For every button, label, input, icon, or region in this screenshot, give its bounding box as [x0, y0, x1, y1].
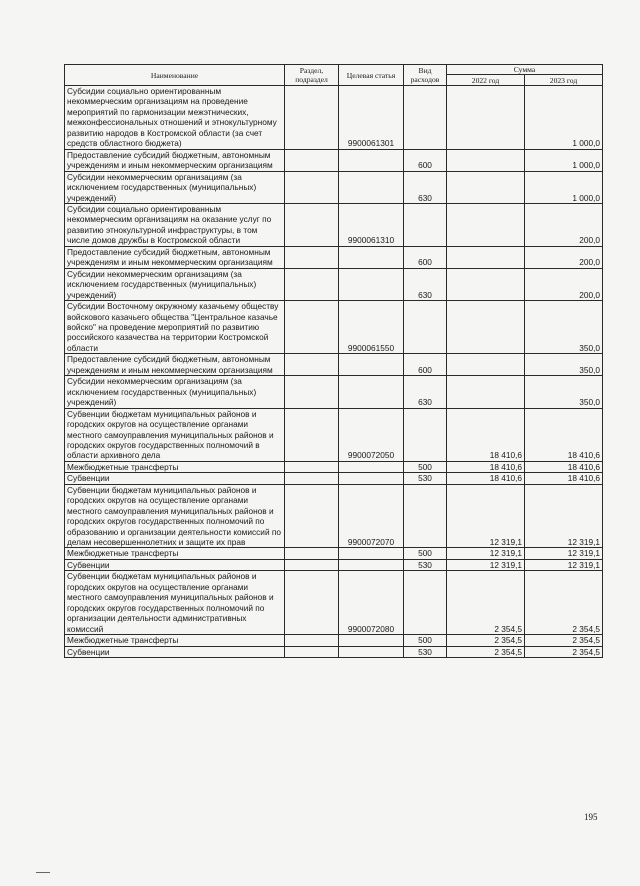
cell-target: [339, 246, 404, 268]
cell-target: [339, 461, 404, 472]
cell-sum-2022: 18 410,6: [447, 461, 525, 472]
cell-section: [285, 86, 339, 150]
cell-expense-type: 500: [404, 548, 447, 559]
cell-sum-2023: 12 319,1: [525, 548, 603, 559]
scan-mark: [36, 872, 50, 873]
cell-section: [285, 203, 339, 246]
cell-sum-2023: 18 410,6: [525, 408, 603, 461]
table-body: [65, 86, 603, 658]
cell-expense-type: 630: [404, 376, 447, 408]
cell-sum-2023: 350,0: [525, 354, 603, 376]
table-row: [65, 171, 603, 203]
cell-target: 9900072050: [339, 408, 404, 461]
cell-sum-2023: 1 000,0: [525, 149, 603, 171]
cell-name: Субсидии социально ориентированным некоммерческим организациям на проведение мероприятий по гармонизации межэтнических, межконфессиональных отношений и этнокультурному развитию народов в Костромской области (за счет средств областного бюджета): [65, 86, 285, 150]
cell-sum-2022: 12 319,1: [447, 548, 525, 559]
header-year-2023: 2023 год: [525, 75, 603, 86]
cell-name: Предоставление субсидий бюджетным, автономным учреждениям и иным некоммерческим организациям: [65, 246, 285, 268]
budget-table: [64, 64, 603, 658]
cell-name: Субсидии некоммерческим организациям (за исключением государственных (муниципальных) учреждений): [65, 268, 285, 300]
cell-target: [339, 559, 404, 570]
cell-target: [339, 354, 404, 376]
cell-sum-2023: 350,0: [525, 301, 603, 354]
cell-sum-2023: 12 319,1: [525, 559, 603, 570]
table-header: [65, 65, 603, 86]
cell-sum-2022: 2 354,5: [447, 635, 525, 646]
cell-sum-2023: 2 354,5: [525, 646, 603, 657]
header-section: Раздел, подраздел: [285, 65, 339, 86]
cell-sum-2022: [447, 203, 525, 246]
table-row: [65, 149, 603, 171]
cell-sum-2023: 18 410,6: [525, 461, 603, 472]
cell-sum-2022: 2 354,5: [447, 646, 525, 657]
cell-sum-2023: 200,0: [525, 246, 603, 268]
cell-name: Субсидии социально ориентированным некоммерческим организациям на оказание услуг по развитию этнокультурной инфраструктуры, в том числе домов дружбы в Костромской области: [65, 203, 285, 246]
cell-expense-type: 600: [404, 149, 447, 171]
cell-expense-type: [404, 408, 447, 461]
table-row: [65, 484, 603, 548]
cell-sum-2022: 2 354,5: [447, 571, 525, 635]
cell-sum-2023: 200,0: [525, 268, 603, 300]
cell-section: [285, 646, 339, 657]
cell-name: Субвенции бюджетам муниципальных районов и городских округов на осуществление органами местного самоуправления муниципальных районов и городских округов государственных полномочий по организации деятельности административных комиссий: [65, 571, 285, 635]
cell-expense-type: 630: [404, 268, 447, 300]
header-target: Целевая статья: [339, 65, 404, 86]
table-row: [65, 635, 603, 646]
cell-section: [285, 408, 339, 461]
cell-target: 9900072080: [339, 571, 404, 635]
cell-sum-2023: 200,0: [525, 203, 603, 246]
table-row: [65, 246, 603, 268]
cell-sum-2022: 18 410,6: [447, 408, 525, 461]
header-name: Наименование: [65, 65, 285, 86]
cell-section: [285, 376, 339, 408]
cell-section: [285, 171, 339, 203]
table-row: [65, 473, 603, 484]
table-row: [65, 203, 603, 246]
table-row: [65, 354, 603, 376]
cell-section: [285, 571, 339, 635]
cell-expense-type: [404, 301, 447, 354]
cell-target: 9900061310: [339, 203, 404, 246]
cell-name: Предоставление субсидий бюджетным, автономным учреждениям и иным некоммерческим организациям: [65, 354, 285, 376]
cell-sum-2023: 1 000,0: [525, 86, 603, 150]
cell-name: Субвенции бюджетам муниципальных районов и городских округов на осуществление органами местного самоуправления муниципальных районов и городских округов государственных полномочий в области архивного дела: [65, 408, 285, 461]
cell-expense-type: 500: [404, 461, 447, 472]
table-row: [65, 461, 603, 472]
table-row: [65, 268, 603, 300]
cell-expense-type: 630: [404, 171, 447, 203]
table-row: [65, 408, 603, 461]
cell-section: [285, 461, 339, 472]
cell-target: [339, 376, 404, 408]
cell-sum-2022: 12 319,1: [447, 484, 525, 548]
cell-expense-type: 500: [404, 635, 447, 646]
cell-section: [285, 268, 339, 300]
cell-sum-2023: 18 410,6: [525, 473, 603, 484]
cell-expense-type: 600: [404, 354, 447, 376]
cell-target: [339, 268, 404, 300]
cell-sum-2022: [447, 268, 525, 300]
header-sum: Сумма: [447, 65, 603, 75]
cell-target: [339, 473, 404, 484]
table-row: [65, 548, 603, 559]
cell-sum-2022: [447, 149, 525, 171]
cell-sum-2023: 12 319,1: [525, 484, 603, 548]
cell-name: Предоставление субсидий бюджетным, автономным учреждениям и иным некоммерческим организациям: [65, 149, 285, 171]
cell-name: Субсидии некоммерческим организациям (за исключением государственных (муниципальных) учреждений): [65, 376, 285, 408]
cell-target: 9900061550: [339, 301, 404, 354]
cell-name: Субвенции: [65, 559, 285, 570]
cell-expense-type: [404, 571, 447, 635]
cell-target: [339, 635, 404, 646]
table-row: [65, 571, 603, 635]
cell-expense-type: [404, 484, 447, 548]
cell-sum-2022: [447, 301, 525, 354]
cell-target: [339, 149, 404, 171]
cell-name: Субсидии некоммерческим организациям (за исключением государственных (муниципальных) учреждений): [65, 171, 285, 203]
cell-sum-2022: [447, 354, 525, 376]
cell-section: [285, 301, 339, 354]
cell-name: Межбюджетные трансферты: [65, 461, 285, 472]
cell-sum-2023: 2 354,5: [525, 635, 603, 646]
cell-expense-type: 530: [404, 559, 447, 570]
cell-sum-2023: 1 000,0: [525, 171, 603, 203]
cell-section: [285, 559, 339, 570]
cell-name: Субвенции: [65, 646, 285, 657]
cell-section: [285, 354, 339, 376]
cell-target: [339, 548, 404, 559]
page-number: 195: [584, 812, 598, 822]
cell-name: Субсидии Восточному окружному казачьему обществу войскового казачьего общества "Центральное казачье войско" на проведение мероприятий по развитию российского казачества на территории Костромской области: [65, 301, 285, 354]
cell-expense-type: 600: [404, 246, 447, 268]
header-year-2022: 2022 год: [447, 75, 525, 86]
cell-section: [285, 246, 339, 268]
cell-section: [285, 149, 339, 171]
cell-section: [285, 635, 339, 646]
cell-expense-type: 530: [404, 473, 447, 484]
table-row: [65, 376, 603, 408]
cell-target: 9900061301: [339, 86, 404, 150]
cell-sum-2022: 12 319,1: [447, 559, 525, 570]
cell-name: Субвенции: [65, 473, 285, 484]
cell-name: Межбюджетные трансферты: [65, 635, 285, 646]
cell-name: Межбюджетные трансферты: [65, 548, 285, 559]
table-row: [65, 301, 603, 354]
cell-sum-2022: [447, 246, 525, 268]
cell-section: [285, 473, 339, 484]
cell-expense-type: [404, 86, 447, 150]
table-row: [65, 86, 603, 150]
table-row: [65, 559, 603, 570]
cell-sum-2022: [447, 376, 525, 408]
cell-expense-type: [404, 203, 447, 246]
table-row: [65, 646, 603, 657]
cell-name: Субвенции бюджетам муниципальных районов и городских округов на осуществление органами местного самоуправления муниципальных районов и городских округов государственных полномочий по образованию и организации деятельности комиссий по делам несовершеннолетних и защите их прав: [65, 484, 285, 548]
cell-sum-2023: 350,0: [525, 376, 603, 408]
cell-expense-type: 530: [404, 646, 447, 657]
cell-sum-2022: [447, 86, 525, 150]
cell-target: [339, 171, 404, 203]
cell-sum-2022: [447, 171, 525, 203]
header-expense-type: Вид расходов: [404, 65, 447, 86]
cell-section: [285, 548, 339, 559]
cell-target: 9900072070: [339, 484, 404, 548]
cell-sum-2023: 2 354,5: [525, 571, 603, 635]
cell-sum-2022: 18 410,6: [447, 473, 525, 484]
cell-section: [285, 484, 339, 548]
cell-target: [339, 646, 404, 657]
